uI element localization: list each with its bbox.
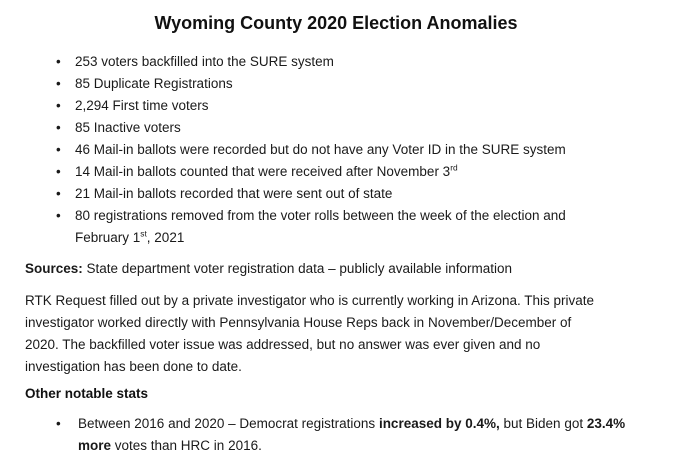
paragraph-line: RTK Request filled out by a private investigator who is currently working in Arizona. This private: [25, 293, 595, 308]
list-item: [25, 205, 647, 249]
anomalies-list: [25, 51, 647, 249]
list-item-text: 253 voters backfilled into the SURE system: [75, 54, 334, 69]
list-item-text: 80 registrations removed from the voter rolls between the week of the election and: [75, 208, 566, 223]
list-item-text: 21 Mail-in ballots recorded that were sent out of state: [75, 186, 393, 201]
bold-stat: 23.4%: [586, 416, 626, 431]
list-item: [25, 413, 647, 457]
list-item-text: votes than HRC in 2016.: [111, 438, 262, 453]
paragraph-line: 2020. The backfilled voter issue was addressed, but no answer was ever given and no: [25, 337, 541, 352]
sources-line: [25, 258, 647, 280]
list-item-text: , 2021: [146, 230, 185, 245]
list-item-text: 85 Inactive voters: [75, 120, 181, 135]
bold-stat: increased by 0.4%,: [378, 416, 500, 431]
other-stats-list: [25, 413, 647, 457]
list-item: [25, 161, 647, 183]
list-item-text: 85 Duplicate Registrations: [75, 76, 233, 91]
list-item: [25, 73, 647, 95]
list-item-text: February 1: [75, 230, 141, 245]
rtk-paragraph: [25, 290, 647, 378]
list-item: [25, 51, 647, 73]
other-stats-heading: Other notable stats: [25, 386, 149, 401]
ordinal-superscript: st: [140, 228, 147, 239]
paragraph-line: investigation has been done to date.: [25, 359, 242, 374]
bold-stat: more: [78, 438, 112, 453]
sources-label: Sources:: [25, 261, 83, 276]
list-item: [25, 117, 647, 139]
list-item: [25, 95, 647, 117]
paragraph-line: investigator worked directly with Pennsylvania House Reps back in November/December of: [25, 315, 572, 330]
list-item-text: 14 Mail-in ballots counted that were received after November 3: [75, 164, 451, 179]
list-item-text: 2,294 First time voters: [75, 98, 209, 113]
list-item-text: 46 Mail-in ballots were recorded but do not have any Voter ID in the SURE system: [75, 142, 566, 157]
list-item: [25, 183, 647, 205]
page-title: Wyoming County 2020 Election Anomalies: [154, 13, 518, 33]
ordinal-superscript: rd: [450, 162, 458, 173]
list-item-text: but Biden got: [499, 416, 587, 431]
list-item: [25, 139, 647, 161]
list-item-text: Between 2016 and 2020 – Democrat registrations: [78, 416, 379, 431]
sources-text: State department voter registration data – publicly available information: [82, 261, 513, 276]
